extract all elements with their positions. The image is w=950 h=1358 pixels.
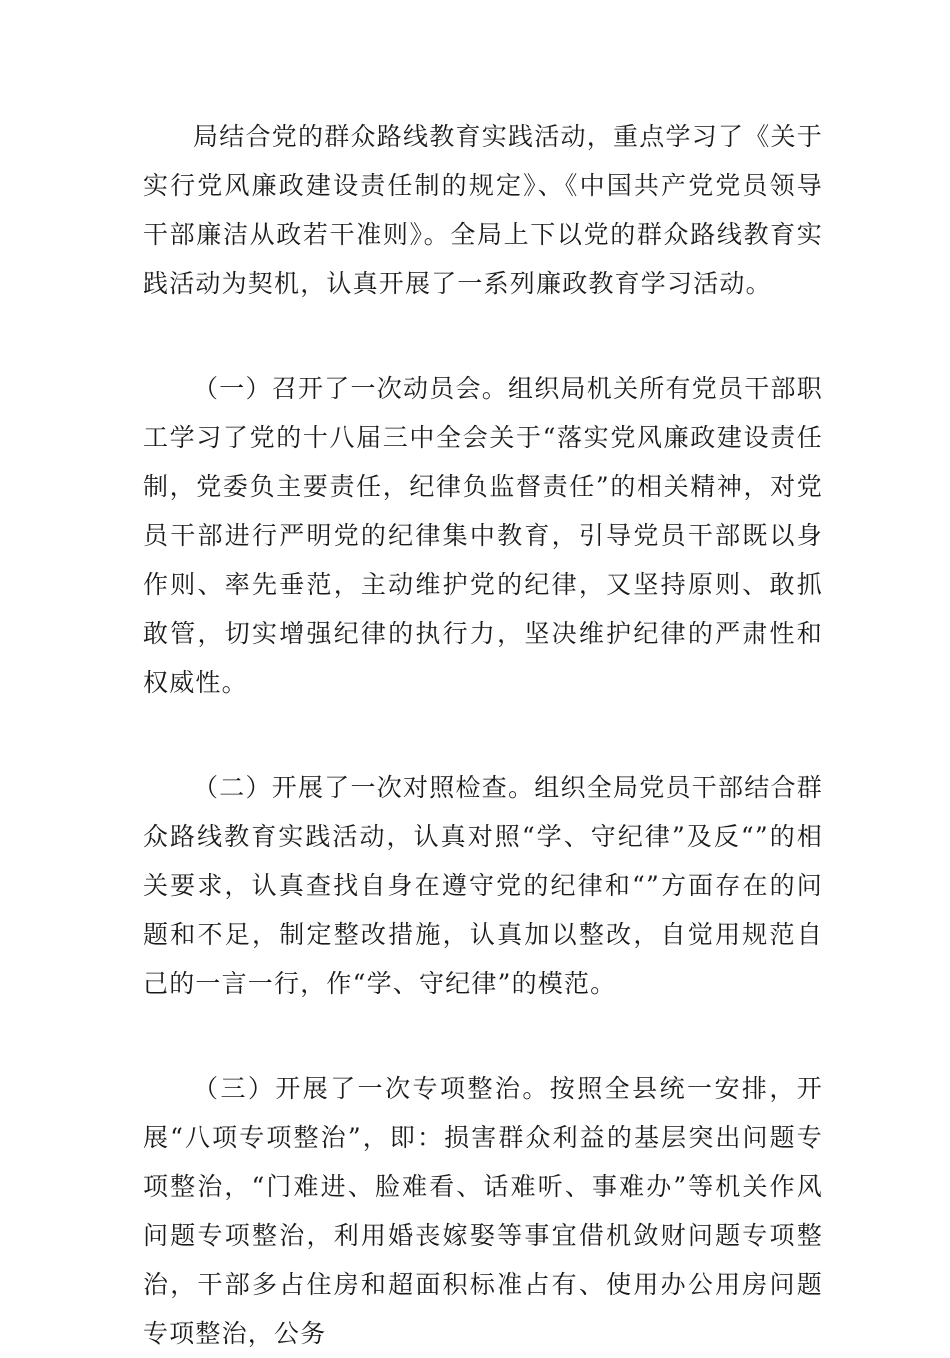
paragraph-self-inspection: （二）开展了一次对照检查。组织全局党员干部结合群众路线教育实践活动，认真对照“学、守纪律”及反“”的相关要求，认真查找自身在遵守党的纪律和“”方面存在的问题和不足，制定整改措施，认真加以整改，自觉用规范自己的一言一行，作“学、守纪律”的模范。 bbox=[143, 773, 823, 998]
paragraph-special-rectification: （三）开展了一次专项整治。按照全县统一安排，开展“八项专项整治”，即：损害群众利益的基层突出问题专项整治，“门难进、脸难看、话难听、事难办”等机关作风问题专项整治，利用婚丧嫁娶等事宜借机敛财问题专项整治，干部多占住房和超面积标准占有、使用办公用房问题专项整治，公务 bbox=[143, 1074, 823, 1348]
paragraph-spacer bbox=[143, 1008, 823, 1064]
paragraph-mobilization-meeting: （一）召开了一次动员会。组织局机关所有党员干部职工学习了党的十八届三中全会关于“落实党风廉政建设责任制，党委负主要责任，纪律负监督责任”的相关精神，对党员干部进行严明党的纪律集中教育，引导党员干部既以身作则、率先垂范，主动维护党的纪律，又坚持原则、敢抓敢管，切实增强纪律的执行力，坚决维护纪律的严肃性和权威性。 bbox=[143, 374, 823, 697]
paragraph-spacer bbox=[143, 707, 823, 763]
paragraph-spacer bbox=[143, 308, 823, 364]
paragraph-intro: 局结合党的群众路线教育实践活动，重点学习了《关于实行党风廉政建设责任制的规定》、《中国共产党党员领导干部廉洁从政若干准则》。全局上下以党的群众路线教育实践活动为契机，认真开展了一系列廉政教育学习活动。 bbox=[143, 122, 823, 298]
document-body bbox=[143, 112, 823, 1358]
